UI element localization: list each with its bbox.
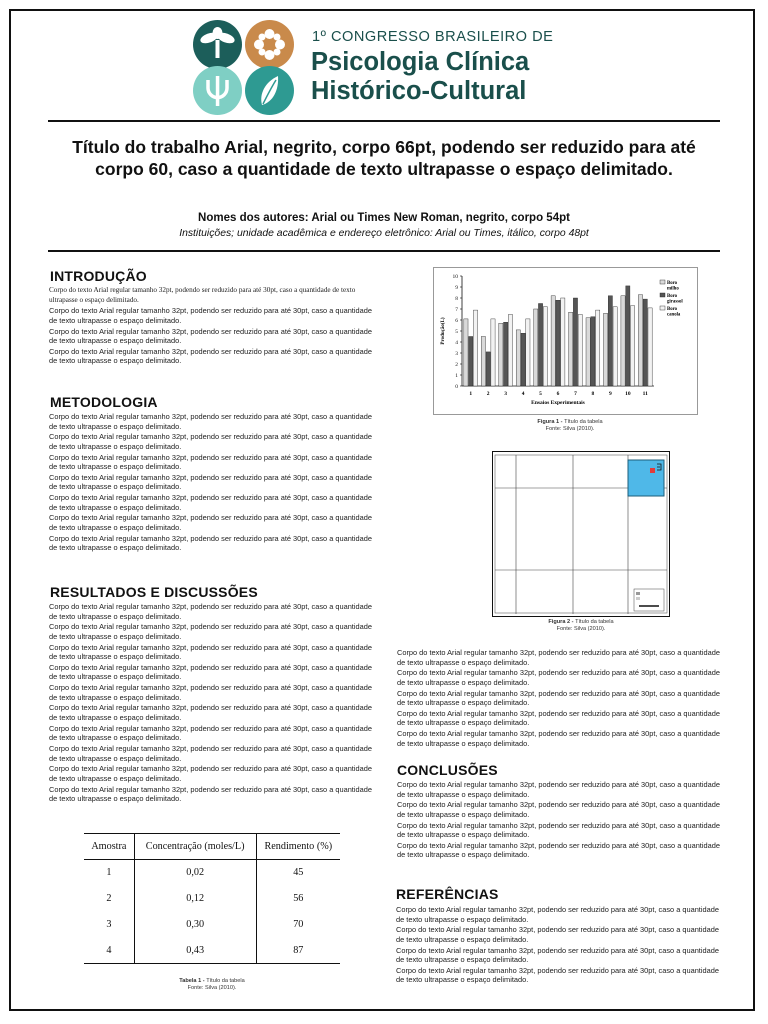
conclusions-paragraph: Corpo do texto Arial regular tamanho 32pt, podendo ser reduzido para até 30pt, caso a quantidade de texto ultrapasse o espaço delimitado. (397, 820, 720, 840)
table-cell: 87 (293, 944, 304, 956)
x-tick-label: 3 (504, 391, 508, 397)
right-paragraph: Corpo do texto Arial regular tamanho 32pt, podendo ser reduzido para até 30pt, caso a quantidade de texto ultrapasse o espaço delimitado. (397, 729, 720, 748)
legend-label: canola (667, 312, 681, 318)
title-rule (48, 250, 720, 252)
conclusions-paragraph: Corpo do texto Arial regular tamanho 32pt, podendo ser reduzido para até 30pt, caso a quantidade de texto ultrapasse o espaço delimitado. (397, 840, 720, 860)
palm-tree-icon (193, 20, 242, 69)
table-cell: 0,02 (134, 860, 256, 886)
right-paragraph: Corpo do texto Arial regular tamanho 32pt, podendo ser reduzido para até 30pt, caso a quantidade de texto ultrapasse o espaço delimitado. (397, 668, 720, 687)
legend-label: milho (667, 286, 679, 292)
table-cell: 56 (293, 893, 304, 904)
legend-label: Boro (667, 281, 678, 286)
references-paragraph: Corpo do texto Arial regular tamanho 32pt, podendo ser reduzido para até 30pt, caso a quantidade de texto ultrapasse o espaço delimitado. (396, 925, 719, 944)
results-paragraph: Corpo do texto Arial regular tamanho 32pt, podendo ser reduzido para até 30pt, caso a quantidade de texto ultrapasse o espaço delimitado. (49, 784, 372, 804)
bar (621, 296, 625, 386)
bar (643, 299, 647, 386)
y-axis-label: Produção(L) (441, 317, 446, 345)
results-paragraph: Corpo do texto Arial regular tamanho 32pt, podendo ser reduzido para até 30pt, caso a quantidade de texto ultrapasse o espaço delimitado. (49, 622, 372, 641)
bar (648, 308, 652, 386)
bar (504, 322, 508, 386)
table-header: Amostra (84, 834, 134, 860)
bar (491, 319, 495, 386)
bar-chart (434, 268, 697, 414)
x-tick-label: 8 (591, 391, 595, 397)
y-tick-label: 2 (455, 362, 458, 368)
y-tick-label: 4 (455, 340, 458, 346)
institutions-line: Instituições; unidade acadêmica e endereço eletrônico: Arial ou Times, itálico, corpo 48pt (179, 228, 589, 239)
references-paragraph: Corpo do texto Arial regular tamanho 32pt, podendo ser reduzido para até 30pt, caso a quantidade de texto ultrapasse o espaço delimitado. (396, 965, 719, 985)
bar (521, 333, 525, 386)
leaf-icon (245, 66, 294, 115)
intro-paragraph: Corpo do texto Arial regular tamanho 32pt, podendo ser reduzido para até 30pt, caso a quantidade de texto ultrapasse o espaço delimitado. (49, 326, 372, 346)
logo-line-2: Psicologia Clínica (311, 48, 530, 76)
x-tick-label: 10 (625, 391, 631, 397)
title-line-1: Título do trabalho Arial, negrito, corpo 66pt, podendo ser reduzido para até (72, 137, 696, 157)
y-tick-label: 0 (455, 384, 458, 390)
title-line-2: corpo 60, caso a quantidade de texto ultrapasse o espaço delimitado. (95, 159, 673, 179)
bar (556, 300, 560, 386)
y-tick-label: 5 (455, 329, 458, 335)
figure-2-caption-source: Fonte: Silva (2010). (556, 626, 606, 632)
table-cell: 1 (84, 860, 134, 886)
figure-2-caption (526, 619, 636, 633)
y-tick-label: 3 (455, 351, 458, 357)
references-paragraph: Corpo do texto Arial regular tamanho 32pt, podendo ser reduzido para até 30pt, caso a quantidade de texto ultrapasse o espaço delimitado. (396, 945, 719, 965)
results-heading: RESULTADOS E DISCUSSÕES (50, 584, 258, 600)
results-body (49, 602, 375, 805)
right-paragraph: Corpo do texto Arial regular tamanho 32pt, podendo ser reduzido para até 30pt, caso a quantidade de texto ultrapasse o espaço delimitado. (397, 708, 720, 728)
table-caption-text: Título da tabela (206, 978, 245, 984)
results-paragraph: Corpo do texto Arial regular tamanho 32pt, podendo ser reduzido para até 30pt, caso a quantidade de texto ultrapasse o espaço delimitado. (49, 764, 372, 783)
right-paragraph: Corpo do texto Arial regular tamanho 32pt, podendo ser reduzido para até 30pt, caso a quantidade de texto ultrapasse o espaço delimitado. (397, 648, 720, 667)
x-tick-label: 6 (556, 391, 560, 397)
table-cell: 70 (293, 919, 304, 930)
table-header: Concentração (moles/L) (134, 834, 256, 860)
figure-1-caption-text: Título da tabela (564, 419, 603, 425)
logo-line-1: 1º CONGRESSO BRASILEIRO DE (312, 29, 554, 45)
flower-icon (245, 20, 294, 69)
bar (638, 295, 642, 386)
bar (551, 296, 555, 386)
right-body (397, 648, 722, 749)
legend-label: Boro (667, 294, 678, 299)
table-caption-label: Tabela 1 - (179, 978, 207, 984)
bar (464, 319, 468, 386)
table-caption-source: Fonte: Silva (2010). (187, 985, 237, 991)
results-paragraph: Corpo do texto Arial regular tamanho 32pt, podendo ser reduzido para até 30pt, caso a quantidade de texto ultrapasse o espaço delimitado. (49, 602, 372, 621)
method-paragraph: Corpo do texto Arial regular tamanho 32pt, podendo ser reduzido para até 30pt, caso a quantidade de texto ultrapasse o espaço delimitado. (49, 452, 372, 472)
method-paragraph: Corpo do texto Arial regular tamanho 32pt, podendo ser reduzido para até 30pt, caso a quantidade de texto ultrapasse o espaço delimitado. (49, 472, 372, 492)
table-cell: 0,12 (134, 886, 256, 912)
results-paragraph: Corpo do texto Arial regular tamanho 32pt, podendo ser reduzido para até 30pt, caso a quantidade de texto ultrapasse o espaço delimitado. (49, 683, 372, 702)
conclusions-paragraph: Corpo do texto Arial regular tamanho 32pt, podendo ser reduzido para até 30pt, caso a quantidade de texto ultrapasse o espaço delimitado. (397, 780, 720, 799)
method-body (49, 412, 375, 554)
table-header: Rendimento (%) (264, 841, 333, 852)
figure-2-caption-label: Figura 2 - (548, 619, 576, 625)
table-cell: 4 (84, 938, 134, 964)
intro-paragraph: Corpo do texto Arial regular tamanho 32pt, podendo ser reduzido para até 30pt, caso a quantidade de texto ultrapasse o espaço delimitado. (49, 306, 372, 325)
x-tick-label: 1 (469, 391, 473, 397)
bar (508, 315, 512, 387)
bar (538, 304, 542, 387)
conclusions-paragraph: Corpo do texto Arial regular tamanho 32pt, podendo ser reduzido para até 30pt, caso a quantidade de texto ultrapasse o espaço delimitado. (397, 800, 720, 819)
psi-symbol-icon (193, 66, 242, 115)
bar (499, 323, 503, 386)
results-paragraph: Corpo do texto Arial regular tamanho 32pt, podendo ser reduzido para até 30pt, caso a quantidade de texto ultrapasse o espaço delimitado. (49, 703, 372, 722)
figure-1-caption-label: Figura 1 - (537, 419, 565, 425)
x-tick-label: 11 (642, 391, 648, 397)
table-caption (150, 978, 274, 992)
bar (526, 319, 530, 386)
results-paragraph: Corpo do texto Arial regular tamanho 32pt, podendo ser reduzido para até 30pt, caso a quantidade de texto ultrapasse o espaço delimitado. (49, 744, 372, 763)
results-paragraph: Corpo do texto Arial regular tamanho 32pt, podendo ser reduzido para até 30pt, caso a quantidade de texto ultrapasse o espaço delimitado. (49, 662, 372, 682)
table-cell: 2 (84, 886, 134, 912)
bar (626, 286, 630, 386)
bar (486, 352, 490, 386)
x-tick-label: 4 (521, 391, 525, 397)
intro-paragraph: Corpo do texto Arial regular tamanho 32pt, podendo ser reduzido para até 30pt, caso a quantidade de texto ultrapasse o espaço delimitado. (49, 346, 372, 366)
bar (534, 309, 538, 386)
figure-2-map (492, 451, 670, 617)
y-tick-label: 6 (455, 318, 458, 324)
right-paragraph: Corpo do texto Arial regular tamanho 32pt, podendo ser reduzido para até 30pt, caso a quantidade de texto ultrapasse o espaço delimitado. (397, 688, 720, 708)
method-heading: METODOLOGIA (50, 394, 158, 410)
bar (596, 310, 600, 386)
legend-label: girassol (667, 299, 683, 305)
intro-body (49, 286, 375, 367)
conclusions-body (397, 780, 722, 861)
legend-swatch (660, 306, 665, 310)
references-heading: REFERÊNCIAS (396, 886, 499, 902)
table-row (84, 912, 340, 938)
bar (586, 318, 590, 386)
table-cell: 0,30 (134, 912, 256, 938)
intro-heading: INTRODUÇÃO (50, 268, 147, 284)
header-rule (48, 120, 720, 122)
y-tick-label: 8 (455, 296, 458, 302)
x-tick-label: 9 (608, 391, 612, 397)
method-paragraph: Corpo do texto Arial regular tamanho 32pt, podendo ser reduzido para até 30pt, caso a quantidade de texto ultrapasse o espaço delimitado. (49, 432, 372, 451)
bar (516, 330, 520, 386)
figure-1-chart (433, 267, 698, 415)
method-paragraph: Corpo do texto Arial regular tamanho 32pt, podendo ser reduzido para até 30pt, caso a quantidade de texto ultrapasse o espaço delimitado. (49, 412, 372, 431)
results-table (84, 833, 340, 964)
references-paragraph: Corpo do texto Arial regular tamanho 32pt, podendo ser reduzido para até 30pt, caso a quantidade de texto ultrapasse o espaço delimitado. (396, 905, 719, 924)
legend-label: Boro (667, 307, 678, 312)
figure-1-caption (515, 419, 625, 433)
intro-serif-paragraph: Corpo do texto Arial regular tamanho 32pt, podendo ser reduzido para até 30pt, caso a quantidade de texto ultrapasse o espaço delimitado. (49, 286, 356, 304)
method-paragraph: Corpo do texto Arial regular tamanho 32pt, podendo ser reduzido para até 30pt, caso a quantidade de texto ultrapasse o espaço delimitado. (49, 533, 372, 553)
table-cell: 3 (84, 912, 134, 938)
results-paragraph: Corpo do texto Arial regular tamanho 32pt, podendo ser reduzido para até 30pt, caso a quantidade de texto ultrapasse o espaço delimitado. (49, 642, 372, 662)
results-paragraph: Corpo do texto Arial regular tamanho 32pt, podendo ser reduzido para até 30pt, caso a quantidade de texto ultrapasse o espaço delimitado. (49, 723, 372, 743)
poster-title (30, 136, 738, 180)
figure-2-caption-text: Título da tabela (575, 619, 614, 625)
bar (608, 296, 612, 386)
legend-swatch (660, 280, 665, 284)
authors-line: Nomes dos autores: Arial ou Times New Roman, negrito, corpo 54pt (198, 212, 570, 224)
x-tick-label: 2 (486, 391, 490, 397)
conclusions-heading: CONCLUSÕES (397, 762, 498, 778)
bar (561, 298, 565, 386)
bar (591, 317, 595, 386)
map-figure (493, 452, 669, 616)
bar (578, 315, 582, 387)
table-row (84, 860, 340, 886)
bar (569, 312, 573, 386)
table-cell: 0,43 (134, 938, 256, 964)
logo-line-3: Histórico-Cultural (311, 77, 527, 105)
bar (543, 307, 547, 386)
method-paragraph: Corpo do texto Arial regular tamanho 32pt, podendo ser reduzido para até 30pt, caso a quantidade de texto ultrapasse o espaço delimitado. (49, 513, 372, 532)
bar (473, 310, 477, 386)
bar (603, 313, 607, 386)
y-tick-label: 1 (455, 373, 458, 379)
bar (631, 306, 635, 386)
x-axis-label: Ensaios Experimentais (531, 400, 585, 406)
references-body (396, 905, 721, 986)
bar (481, 337, 485, 387)
method-paragraph: Corpo do texto Arial regular tamanho 32pt, podendo ser reduzido para até 30pt, caso a quantidade de texto ultrapasse o espaço delimitado. (49, 493, 372, 512)
x-tick-label: 5 (539, 391, 542, 397)
y-tick-label: 7 (455, 307, 458, 313)
bar (613, 307, 617, 386)
table-row (84, 938, 340, 964)
bar (573, 298, 577, 386)
table-cell: 45 (293, 867, 304, 879)
figure-1-caption-source: Fonte: Silva (2010). (545, 426, 595, 432)
y-tick-label: 9 (455, 285, 458, 291)
legend-swatch (660, 293, 665, 297)
bar (469, 337, 473, 387)
table-row (84, 886, 340, 912)
x-tick-label: 7 (574, 391, 577, 397)
y-tick-label: 10 (452, 274, 458, 280)
